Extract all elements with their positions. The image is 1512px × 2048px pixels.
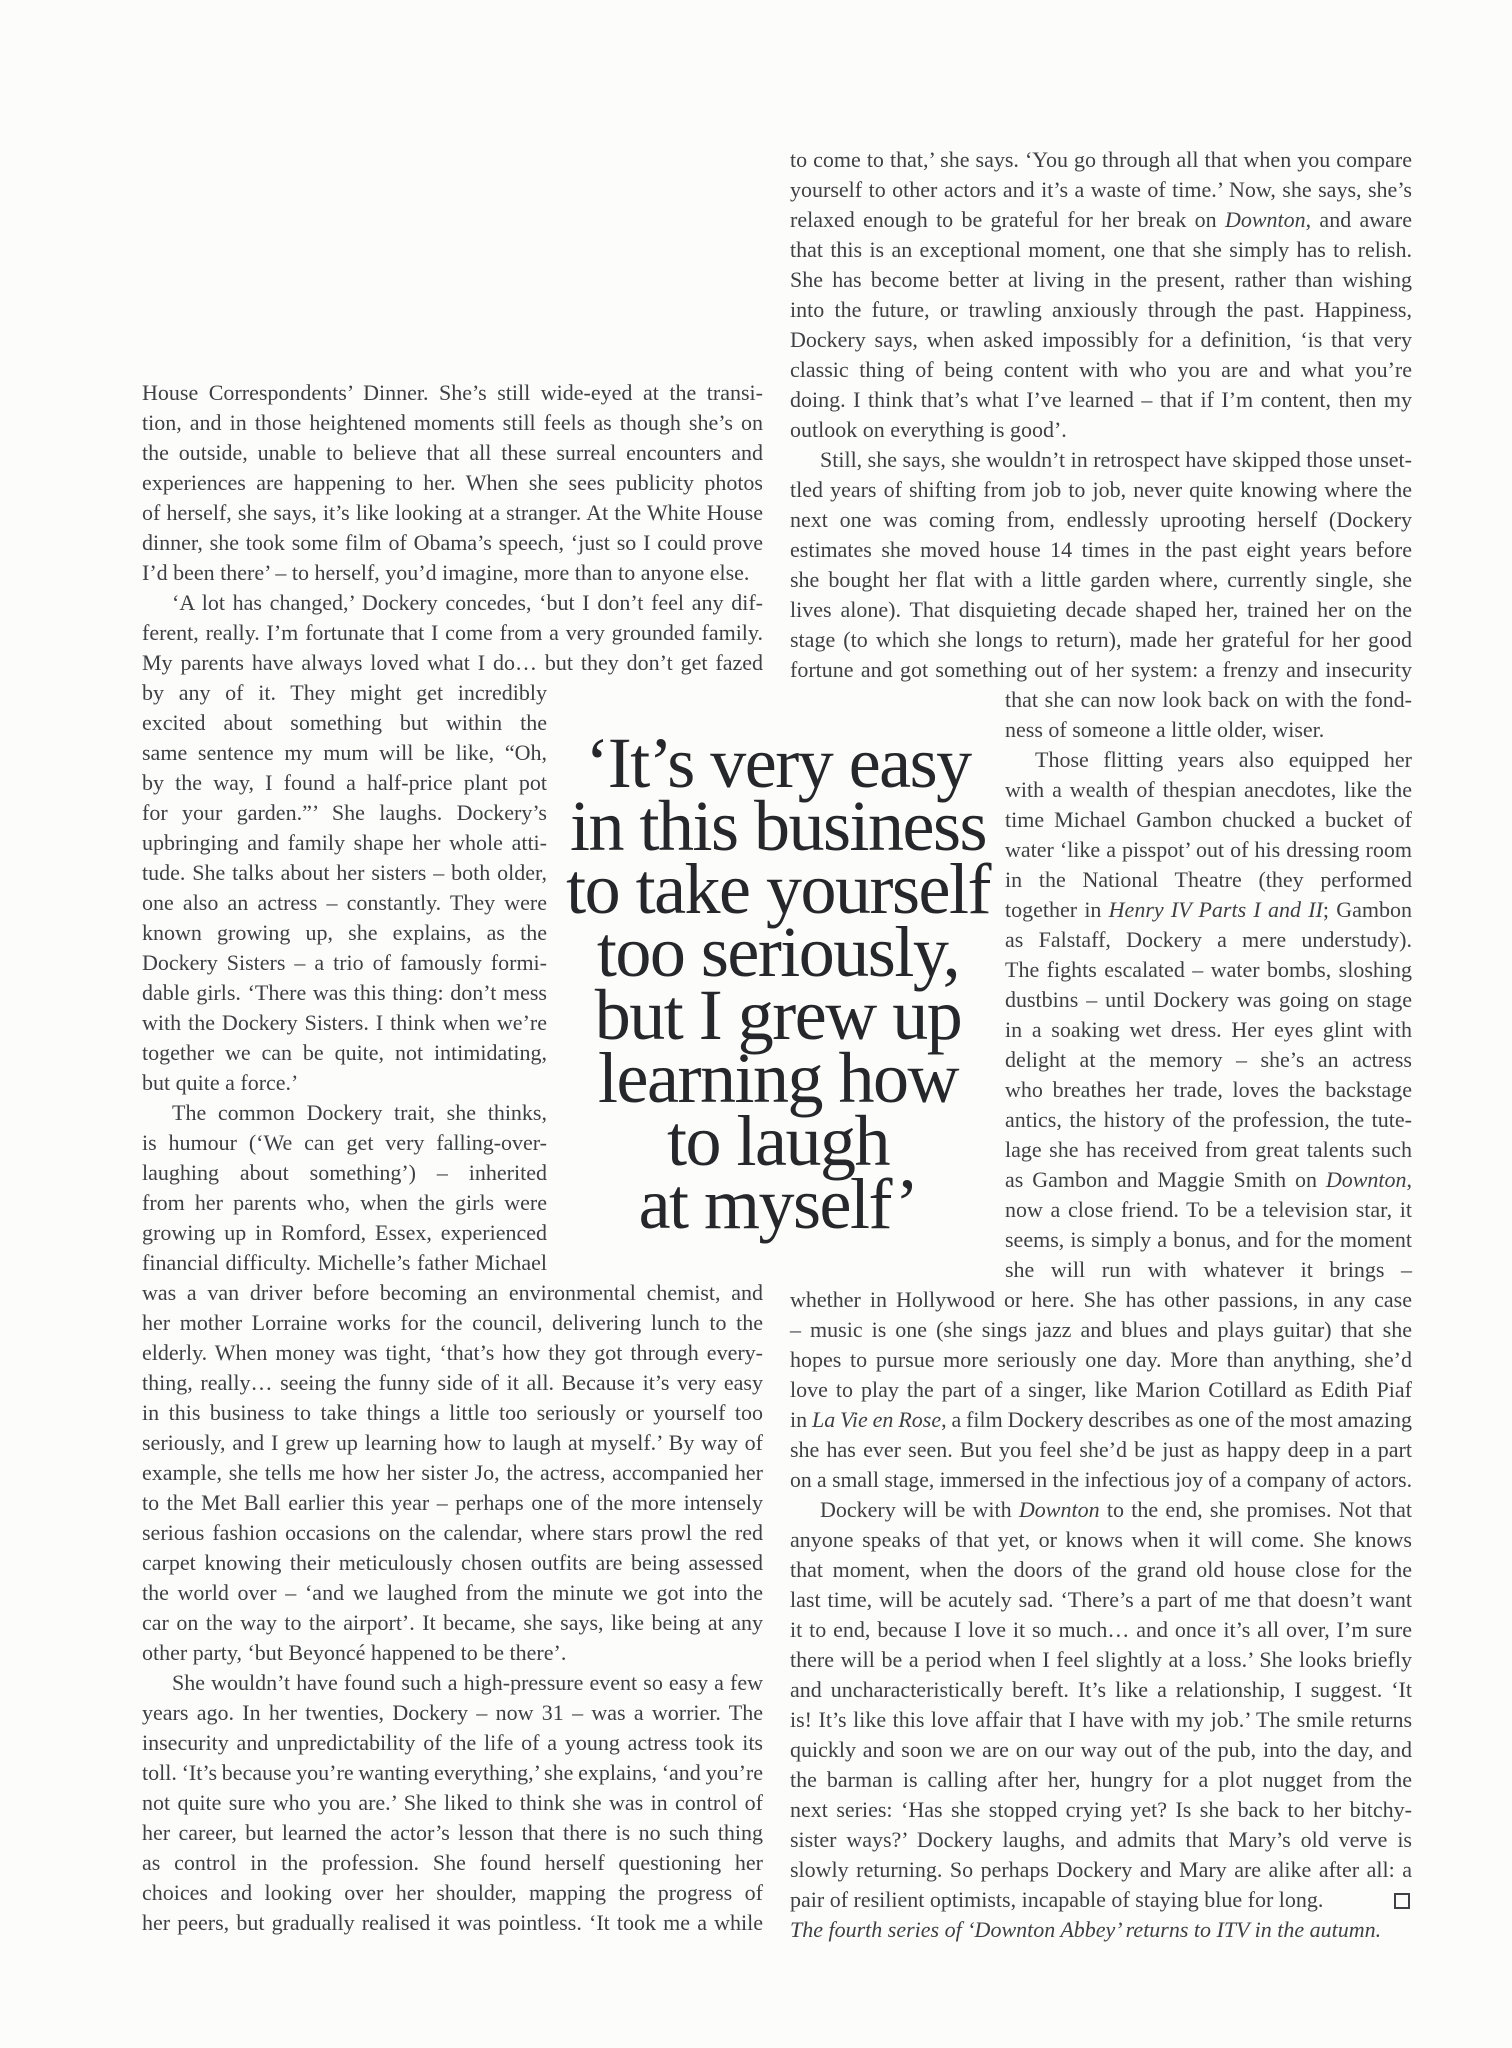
pull-quote-text: but I grew up	[594, 975, 962, 1055]
text-line	[790, 265, 1412, 295]
text-line	[790, 295, 1412, 325]
text-line	[142, 1608, 763, 1638]
text-line-content: next one was coming from, endlessly uprooting herself (Dockery	[790, 507, 1412, 532]
text-line	[790, 535, 1412, 565]
text-line	[1005, 1225, 1412, 1255]
text-line-content: anyone speaks of that yet, or knows when it will come. She knows	[790, 1527, 1412, 1552]
text-line-content: is! It’s like this love affair that I have with my job.’ The smile returns	[790, 1707, 1412, 1732]
text-line	[142, 1848, 763, 1878]
text-line-content: doing. I think that’s what I’ve learned – that if I’m content, then my	[790, 387, 1412, 412]
text-line	[790, 1375, 1412, 1405]
text-line	[142, 1368, 763, 1398]
italic-text: Downton	[1224, 207, 1306, 232]
text-line	[142, 378, 763, 408]
text-line	[142, 1458, 763, 1488]
pull-quote-line	[558, 1164, 998, 1244]
text-line	[1005, 925, 1412, 955]
text-line-content: stage (to which she longs to return), made her grateful for her good	[790, 627, 1412, 652]
italic-text: Downton	[1325, 1167, 1407, 1192]
text-line-content: Dockery says, when asked impossibly for a definition, ‘is that very	[790, 327, 1412, 352]
text-line-content: together in Henry IV Parts I and II; Gambon	[1005, 897, 1412, 922]
text-line	[142, 1398, 763, 1428]
text-line-content: her career, but learned the actor’s lesson that there is no such thing	[142, 1820, 763, 1845]
text-line	[1005, 985, 1412, 1015]
text-line-content: excited about something but within the	[142, 710, 547, 735]
text-line	[142, 498, 763, 528]
text-line	[790, 1765, 1412, 1795]
text-line	[142, 1248, 547, 1278]
text-line	[790, 655, 1412, 685]
text-line	[790, 1585, 1412, 1615]
text-line-content: pair of resilient optimists, incapable of staying blue for long.	[790, 1887, 1324, 1912]
text-line-content: seems, is simply a bonus, and for the moment	[1005, 1227, 1412, 1252]
text-line-content: Still, she says, she wouldn’t in retrospect have skipped those unset-	[820, 447, 1412, 472]
text-line	[790, 1825, 1412, 1855]
text-line-content: together we can be quite, not intimidating,	[142, 1040, 547, 1065]
text-line	[142, 618, 763, 648]
text-line	[142, 888, 547, 918]
pull-quote-text: ‘It’s very easy	[585, 723, 971, 803]
text-line-content: in a soaking wet dress. Her eyes glint with	[1005, 1017, 1412, 1042]
text-line-content: she bought her flat with a little garden where, currently single, she	[790, 567, 1412, 592]
text-line	[142, 1518, 763, 1548]
text-line-content: Dockery Sisters – a trio of famously formi-	[142, 950, 547, 975]
text-line	[142, 1038, 547, 1068]
text-line-content: not quite sure who you are.’ She liked to think she was in control of	[142, 1790, 763, 1815]
text-line-content: ferent, really. I’m fortunate that I come from a very grounded family.	[142, 620, 763, 645]
text-line	[142, 1278, 763, 1308]
text-line	[142, 798, 547, 828]
text-line-content: whether in Hollywood or here. She has other passions, in any case	[790, 1287, 1412, 1312]
text-line	[1005, 745, 1412, 775]
text-line	[142, 918, 547, 948]
text-line	[142, 978, 547, 1008]
text-line	[142, 1428, 763, 1458]
text-line	[790, 1405, 1412, 1435]
text-line-content: dustbins – until Dockery was going on stage	[1005, 987, 1412, 1012]
text-line	[142, 1908, 763, 1938]
text-line-content: ‘A lot has changed,’ Dockery concedes, ‘but I don’t feel any dif-	[172, 590, 763, 615]
text-line-content: experiences are happening to her. When she sees publicity photos	[142, 470, 763, 495]
text-line-content: insecurity and unpredictability of the life of a young actress took its	[142, 1730, 763, 1755]
text-line	[142, 738, 547, 768]
text-line-content: tion, and in those heightened moments still feels as though she’s on	[142, 410, 763, 435]
text-line	[790, 565, 1412, 595]
text-line	[790, 1555, 1412, 1585]
text-line-content: car on the way to the airport’. It became, she says, like being at any	[142, 1610, 763, 1635]
text-line	[142, 1488, 763, 1518]
text-line-content: as control in the profession. She found herself questioning her	[142, 1850, 763, 1875]
italic-text: Downton	[1018, 1497, 1100, 1522]
text-line	[142, 1008, 547, 1038]
text-line	[790, 1735, 1412, 1765]
text-line	[142, 1728, 763, 1758]
text-line	[142, 468, 763, 498]
text-line	[790, 205, 1412, 235]
text-line	[142, 708, 547, 738]
text-line	[1005, 1015, 1412, 1045]
text-line-content: for your garden.”’ She laughs. Dockery’s	[142, 800, 547, 825]
text-line-content: The fights escalated – water bombs, sloshing	[1005, 957, 1412, 982]
text-line-content: growing up in Romford, Essex, experienced	[142, 1220, 547, 1245]
text-line-content: quickly and soon we are on our way out of the pub, into the day, and	[790, 1737, 1412, 1762]
text-line	[790, 1855, 1412, 1885]
text-line-content: – music is one (she sings jazz and blues and plays guitar) that she	[790, 1317, 1412, 1342]
text-line	[790, 475, 1412, 505]
text-line-content: to the Met Ball earlier this year – perhaps one of the more intensely	[142, 1490, 763, 1515]
text-line	[790, 1465, 1412, 1495]
text-line-content: her peers, but gradually realised it was pointless. ‘It took me a while	[142, 1910, 763, 1935]
text-line-content: The common Dockery trait, she thinks,	[172, 1100, 547, 1125]
text-line-content: She wouldn’t have found such a high-pressure event so easy a few	[172, 1670, 763, 1695]
text-line-content: thing, really… seeing the funny side of it all. Because it’s very easy	[142, 1370, 763, 1395]
text-line	[142, 1578, 763, 1608]
text-line	[1005, 835, 1412, 865]
text-line	[790, 325, 1412, 355]
text-line-content: next series: ‘Has she stopped crying yet? Is she back to her bitchy-	[790, 1797, 1412, 1822]
text-line-content: Those flitting years also equipped her	[1035, 747, 1412, 772]
text-line	[142, 1338, 763, 1368]
italic-text: La Vie en Rose	[811, 1407, 942, 1432]
text-line-content: estimates she moved house 14 times in the past eight years before	[790, 537, 1412, 562]
text-line-content: in the National Theatre (they performed	[1005, 867, 1412, 892]
text-line	[1005, 1045, 1412, 1075]
text-line-content: now a close friend. To be a television star, it	[1005, 1197, 1412, 1222]
text-line-content: of herself, she says, it’s like looking at a stranger. At the White House	[142, 500, 763, 525]
text-line-content: the outside, unable to believe that all these surreal encounters and	[142, 440, 763, 465]
text-line	[142, 678, 547, 708]
text-line-content: her mother Lorraine works for the council, delivering lunch to the	[142, 1310, 763, 1335]
text-line	[790, 1345, 1412, 1375]
pull-quote-text: at myself’	[638, 1164, 918, 1244]
text-line-content: fortune and got something out of her system: a frenzy and insecurity	[790, 657, 1412, 682]
right-column-narrow	[1005, 685, 1412, 1285]
pull-quote-text: to take yourself	[566, 849, 990, 929]
text-line-content: carpet knowing their meticulously chosen outfits are being assessed	[142, 1550, 763, 1575]
text-line-content: House Correspondents’ Dinner. She’s still wide-eyed at the transi-	[142, 380, 763, 405]
text-line	[142, 1068, 547, 1098]
text-line	[1005, 1075, 1412, 1105]
pull-quote-text: to laugh	[667, 1101, 889, 1181]
text-line-content: hopes to pursue more seriously one day. More than anything, she’d	[790, 1347, 1412, 1372]
text-line-content: by the way, I found a half-price plant pot	[142, 770, 547, 795]
text-line	[142, 768, 547, 798]
text-line	[142, 1218, 547, 1248]
text-line	[142, 438, 763, 468]
text-line-content	[790, 1915, 1381, 1945]
text-line-content: was a van driver before becoming an environmental chemist, and	[142, 1280, 763, 1305]
text-line	[1005, 715, 1412, 745]
text-line-content: tled years of shifting from job to job, never quite knowing where the	[790, 477, 1412, 502]
text-line	[142, 528, 763, 558]
text-line-content: lives alone). That disquieting decade shaped her, trained her on the	[790, 597, 1412, 622]
right-column-lower	[790, 1285, 1412, 1945]
text-line	[1005, 865, 1412, 895]
text-line	[142, 1818, 763, 1848]
text-line	[790, 445, 1412, 475]
text-line	[142, 1788, 763, 1818]
text-line	[142, 1758, 763, 1788]
text-line	[1005, 805, 1412, 835]
text-line-content: antics, the history of the profession, the tute-	[1005, 1107, 1412, 1132]
text-line-content: the barman is calling after her, hungry for a plot nugget from the	[790, 1767, 1412, 1792]
text-line	[790, 1525, 1412, 1555]
text-line-content: relaxed enough to be grateful for her break on Downton, and aware	[790, 207, 1412, 232]
text-line-content: she will run with whatever it brings –	[1005, 1257, 1412, 1282]
text-line	[790, 1435, 1412, 1465]
text-line-content: ness of someone a little older, wiser.	[1005, 717, 1325, 742]
text-line-content: other party, ‘but Beyoncé happened to be there’.	[142, 1640, 567, 1665]
right-column-upper	[790, 145, 1412, 685]
text-line	[142, 1638, 763, 1668]
text-line-content: to come to that,’ she says. ‘You go through all that when you compare	[790, 147, 1412, 172]
text-line	[790, 625, 1412, 655]
text-line-content: lage she has received from great talents such	[1005, 1137, 1412, 1162]
text-line	[1005, 1195, 1412, 1225]
text-line	[142, 1098, 547, 1128]
text-line-content: water ‘like a pisspot’ out of his dressing room	[1005, 837, 1412, 862]
pull-quote	[558, 723, 998, 1244]
text-line	[1005, 685, 1412, 715]
italic-text: Henry IV Parts I and II	[1108, 897, 1323, 922]
text-line-content: outlook on everything is good’.	[790, 417, 1067, 442]
text-line-content: as Gambon and Maggie Smith on Downton,	[1005, 1167, 1412, 1192]
text-line	[142, 1668, 763, 1698]
text-line	[790, 1285, 1412, 1315]
text-line-content: choices and looking over her shoulder, mapping the progress of	[142, 1880, 763, 1905]
text-line-content: last time, will be acutely sad. ‘There’s a part of me that doesn’t want	[790, 1587, 1412, 1612]
credit-line	[790, 1915, 1412, 1945]
text-line	[790, 415, 1412, 445]
text-line	[790, 1645, 1412, 1675]
text-line	[790, 175, 1412, 205]
text-line-content: dable girls. ‘There was this thing: don’t mess	[142, 980, 547, 1005]
text-line	[142, 1158, 547, 1188]
text-line	[1005, 1255, 1412, 1285]
text-line-content: with the Dockery Sisters. I think when we’re	[142, 1010, 547, 1035]
text-line-content: in this business to take things a little too seriously or yourself too	[142, 1400, 763, 1425]
text-line-content: that moment, when the doors of the grand old house close for the	[790, 1557, 1412, 1582]
text-line-content: with a wealth of thespian anecdotes, like the	[1005, 777, 1412, 802]
text-line-content: She has become better at living in the present, rather than wishing	[790, 267, 1412, 292]
text-line	[790, 1885, 1412, 1915]
text-line-content: Dockery will be with Downton to the end, she promises. Not that	[820, 1497, 1412, 1522]
text-line-content: on a small stage, immersed in the infectious joy of a company of actors.	[790, 1467, 1412, 1492]
text-line	[790, 505, 1412, 535]
text-line-content: there will be a period when I feel slightly at a loss.’ She looks briefly	[790, 1647, 1412, 1672]
text-line-content: I’d been there’ – to herself, you’d imagine, more than to anyone else.	[142, 560, 750, 585]
text-line-content: serious fashion occasions on the calendar, where stars prowl the red	[142, 1520, 763, 1545]
text-line-content: the world over – ‘and we laughed from the minute we got into the	[142, 1580, 763, 1605]
text-line	[790, 1315, 1412, 1345]
text-line-content: financial difficulty. Michelle’s father Michael	[142, 1250, 547, 1275]
text-line-content: time Michael Gambon chucked a bucket of	[1005, 807, 1412, 832]
text-line-content: as Falstaff, Dockery a mere understudy).	[1005, 927, 1412, 952]
text-line	[790, 235, 1412, 265]
text-line	[790, 1795, 1412, 1825]
text-line	[790, 595, 1412, 625]
text-line	[790, 385, 1412, 415]
text-line	[142, 408, 763, 438]
text-line	[142, 1128, 547, 1158]
text-line-content: into the future, or trawling anxiously through the past. Happiness,	[790, 297, 1412, 322]
text-line-content: love to play the part of a singer, like Marion Cotillard as Edith Piaf	[790, 1377, 1412, 1402]
left-column-upper	[142, 378, 763, 678]
text-line-content: classic thing of being content with who you are and what you’re	[790, 357, 1412, 382]
text-line-content: upbringing and family shape her whole atti-	[142, 830, 547, 855]
pull-quote-text: too seriously,	[596, 912, 960, 992]
text-line	[142, 648, 763, 678]
text-line-content: who breathes her trade, loves the backstage	[1005, 1077, 1412, 1102]
text-line	[1005, 895, 1412, 925]
end-of-article-mark	[1394, 1893, 1410, 1909]
text-line-content: example, she tells me how her sister Jo, the actress, accompanied her	[142, 1460, 763, 1485]
left-column-lower	[142, 1278, 763, 1938]
pull-quote-text: learning how	[598, 1038, 958, 1118]
text-line	[1005, 955, 1412, 985]
text-line	[142, 1698, 763, 1728]
text-line	[790, 355, 1412, 385]
text-line-content: she has ever seen. But you feel she’d be just as happy deep in a part	[790, 1437, 1412, 1462]
text-line-content: delight at the memory – she’s an actress	[1005, 1047, 1412, 1072]
text-line-content: sister ways?’ Dockery laughs, and admits that Mary’s old verve is	[790, 1827, 1412, 1852]
pull-quote-text: in this business	[569, 786, 987, 866]
text-line	[790, 1675, 1412, 1705]
text-line	[142, 1188, 547, 1218]
text-line	[142, 558, 763, 588]
text-line-content: My parents have always loved what I do… but they don’t get fazed	[142, 650, 763, 675]
text-line	[142, 1548, 763, 1578]
text-line	[790, 1495, 1412, 1525]
text-line-content: one also an actress – constantly. They were	[142, 890, 547, 915]
text-line-content: tude. She talks about her sisters – both older,	[142, 860, 547, 885]
text-line	[142, 828, 547, 858]
text-line	[790, 1705, 1412, 1735]
text-line	[790, 145, 1412, 175]
text-line-content: from her parents who, when the girls were	[142, 1190, 547, 1215]
left-column-narrow	[142, 678, 547, 1278]
text-line-content: elderly. When money was tight, ‘that’s how they got through every-	[142, 1340, 763, 1365]
text-line-content: it to end, because I love it so much… and once it’s all over, I’m sure	[790, 1617, 1412, 1642]
text-line-content: slowly returning. So perhaps Dockery and Mary are alike after all: a	[790, 1857, 1412, 1882]
text-line-content: but quite a force.’	[142, 1070, 299, 1095]
text-line-content: laughing about something’) – inherited	[142, 1160, 547, 1185]
text-line-content: dinner, she took some film of Obama’s speech, ‘just so I could prove	[142, 530, 763, 555]
text-line	[1005, 1105, 1412, 1135]
text-line	[142, 588, 763, 618]
text-line	[142, 1878, 763, 1908]
text-line	[1005, 1135, 1412, 1165]
text-line	[1005, 775, 1412, 805]
text-line-content: and uncharacteristically bereft. It’s like a relationship, I suggest. ‘It	[790, 1677, 1412, 1702]
italic-text: The fourth series of ‘Downton Abbey’ returns to ITV in the autumn.	[790, 1917, 1382, 1942]
text-line-content: seriously, and I grew up learning how to laugh at myself.’ By way of	[142, 1430, 763, 1455]
text-line-content: is humour (‘We can get very falling-over-	[142, 1130, 547, 1155]
text-line-content: that this is an exceptional moment, one that she simply has to relish.	[790, 237, 1412, 262]
text-line-content: by any of it. They might get incredibly	[142, 680, 547, 705]
text-line-content: years ago. In her twenties, Dockery – now 31 – was a worrier. The	[142, 1700, 763, 1725]
text-line	[142, 858, 547, 888]
text-line	[142, 1308, 763, 1338]
text-line-content: in La Vie en Rose, a film Dockery describes as one of the most amazing	[790, 1407, 1412, 1432]
text-line-content: that she can now look back on with the fond-	[1005, 687, 1412, 712]
text-line-content: toll. ‘It’s because you’re wanting everything,’ she explains, ‘and you’re	[142, 1760, 763, 1785]
text-line-content: same sentence my mum will be like, “Oh,	[142, 740, 547, 765]
text-line-content: yourself to other actors and it’s a waste of time.’ Now, she says, she’s	[790, 177, 1412, 202]
text-line	[1005, 1165, 1412, 1195]
text-line	[142, 948, 547, 978]
text-line	[790, 1615, 1412, 1645]
text-line-content: known growing up, she explains, as the	[142, 920, 547, 945]
